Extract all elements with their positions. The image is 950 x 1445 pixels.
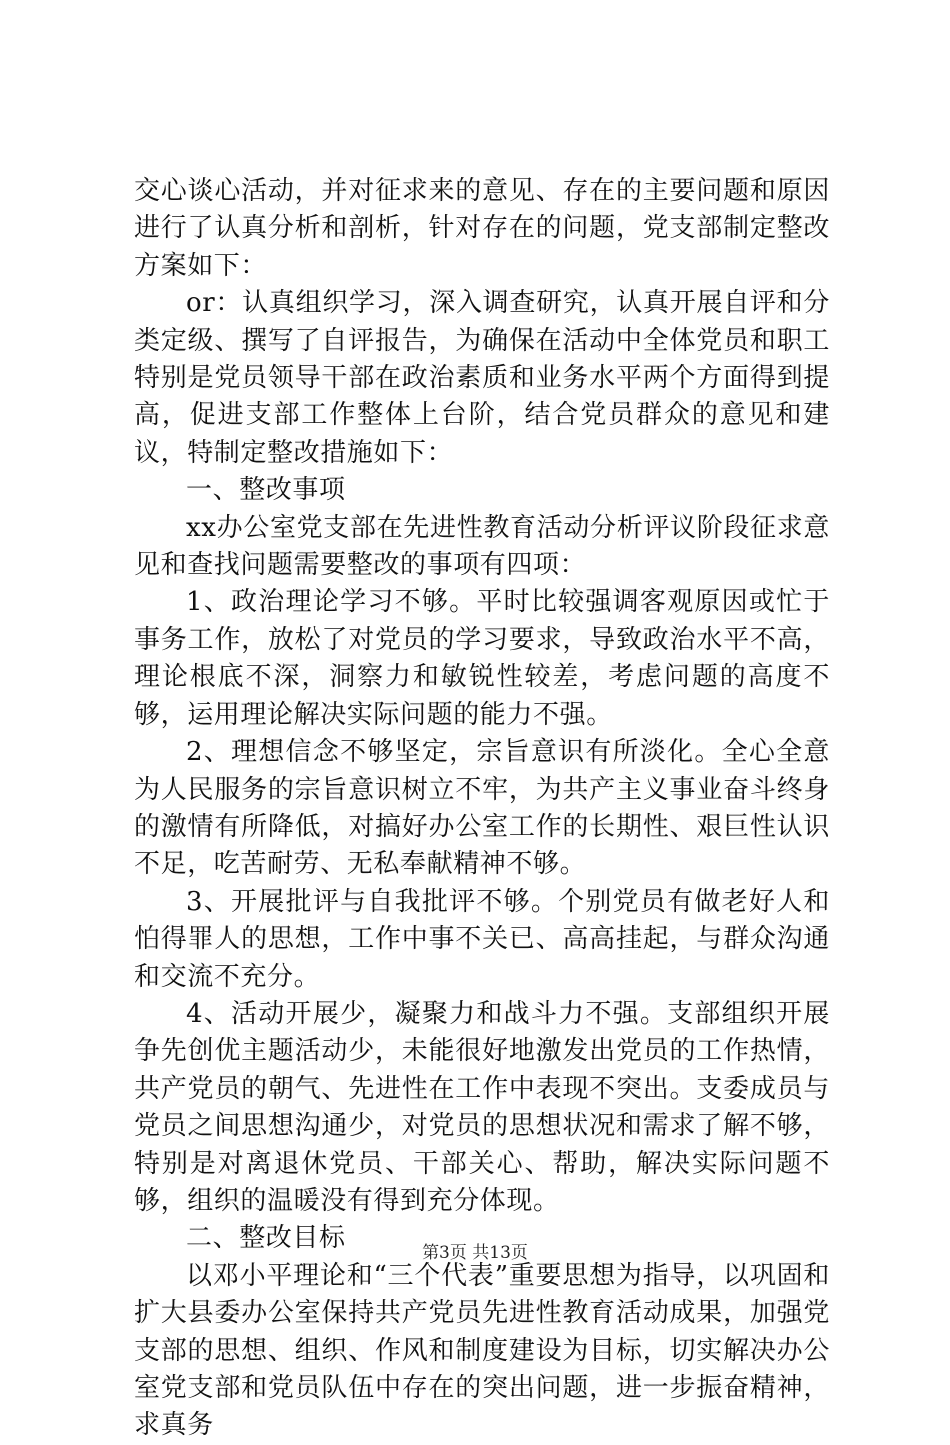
page-number: 第3页 共13页 (422, 1243, 528, 1263)
list-item-4: 4、活动开展少，凝聚力和战斗力不强。支部组织开展争先创优主题活动少，未能很好地激发出党员的工作热情，共产党员的朝气、先进性在工作中表现不突出。支委成员与党员之间思想沟通少，对党员的思想状况和需求了解不够，特别是对离退休党员、干部关心、帮助，解决实际问题不够，组织的温暖没有得到充分体现。 (134, 998, 830, 1216)
paragraph-intro: 交心谈心活动，并对征求来的意见、存在的主要问题和原因进行了认真分析和剖析，针对存在的问题，党支部制定整改方案如下： (134, 176, 830, 281)
paragraph-items-summary: xx办公室党支部在先进性教育活动分析评议阶段征求意见和查找问题需要整改的事项有四项： (134, 512, 830, 581)
page-footer (0, 1241, 950, 1265)
paragraph-goals: 以邓小平理论和“三个代表”重要思想为指导，以巩固和扩大县委办公室保持共产党员先进性教育活动成果，加强党支部的思想、组织、作风和制度建设为目标，切实解决办公室党支部和党员队伍中存在的突出问题，进一步振奋精神，求真务 (134, 1260, 830, 1441)
list-item-1: 1、政治理论学习不够。平时比较强调客观原因或忙于事务工作，放松了对党员的学习要求，导致政治水平不高，理论根底不深，洞察力和敏锐性较差，考虑问题的高度不够，运用理论解决实际问题的能力不强。 (134, 587, 830, 730)
section-heading-goals: 二、整改目标 (186, 1223, 346, 1254)
list-item-2: 2、理想信念不够坚定，宗旨意识有所淡化。全心全意为人民服务的宗旨意识树立不牢，为共产主义事业奋斗终身的激情有所降低，对搞好办公室工作的长期性、艰巨性认识不足，吃苦耐劳、无私奉献精神不够。 (134, 737, 830, 880)
section-heading-items: 一、整改事项 (186, 475, 346, 506)
paragraph-purpose: or：认真组织学习，深入调查研究，认真开展自评和分类定级、撰写了自评报告，为确保在活动中全体党员和职工特别是党员领导干部在政治素质和业务水平两个方面得到提高，促进支部工作整体上台阶，结合党员群众的意见和建议，特制定整改措施如下： (134, 288, 830, 468)
list-item-3: 3、开展批评与自我批评不够。个别党员有做老好人和怕得罪人的思想，工作中事不关已、高高挂起，与群众沟通和交流不充分。 (134, 886, 830, 992)
